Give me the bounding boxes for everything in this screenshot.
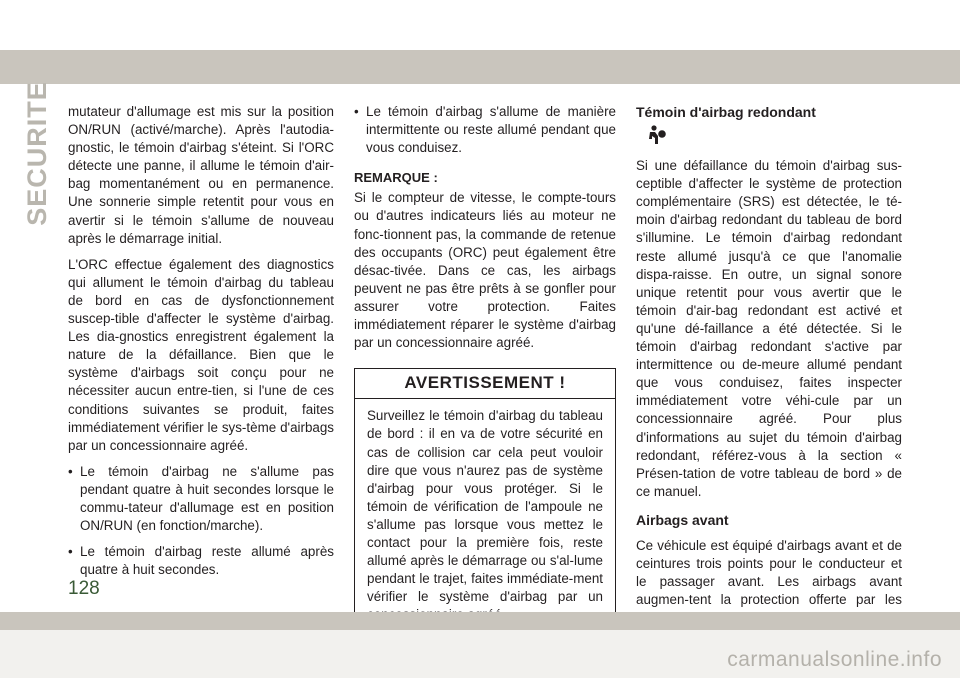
section-tab-label: SECURITE xyxy=(21,80,52,226)
note-title: REMARQUE : xyxy=(354,170,438,186)
airbag-warning-icon xyxy=(648,125,666,145)
list-item-text: Le témoin d'airbag reste allumé après quatre à huit secondes. xyxy=(80,544,334,578)
watermark: carmanualsonline.info xyxy=(727,648,942,671)
header-bar xyxy=(0,50,960,84)
list-item-text: Le témoin d'airbag ne s'allume pas pendant quatre à huit secondes lorsque le commu-tateur d'allumage est en position ON/RUN (en fonction/marche). xyxy=(80,463,334,534)
bullet-marker: • xyxy=(354,104,359,119)
list-item-text: Le témoin d'airbag s'allume de manière intermittente ou reste allumé pendant que vous conduisez. xyxy=(366,104,616,156)
list-item xyxy=(68,463,334,535)
footer-bar xyxy=(0,612,960,630)
top-margin xyxy=(0,0,960,50)
warning-box xyxy=(354,368,616,633)
column-2 xyxy=(354,103,616,633)
col1-paragraph-1: mutateur d'allumage est mis sur la position ON/RUN (activé/marche). Après l'autodia-gnostic, le témoin d'airbag s'éteint. Si l'ORC détecte une panne, il allume le témoin d'air-bag momentanément ou en permanence. Une sonnerie simple retentit pour vous en avertir si le témoin s'allume de nouveau après le démarrage initial. xyxy=(68,104,334,246)
list-item xyxy=(68,543,334,579)
column-1 xyxy=(68,103,334,587)
list-item xyxy=(354,103,616,157)
warning-text: Surveillez le témoin d'airbag du tableau de bord : il en va de votre sécurité en cas de collision car cela peut vouloir dire que vous n'aurez pas de système d'airbag pour vous protéger. Si le témoin de vérification de l'ampoule ne s'allume pas lorsque vous mettez le contact pour la première fois, reste allumé après le démarrage ou s'al-lume pendant le trajet, faites immédiate-ment vérifier le système d'airbag par un xyxy=(367,408,603,605)
warning-title: AVERTISSEMENT ! xyxy=(355,369,615,399)
section-heading-redundant-airbag: Témoin d'airbag redondant xyxy=(636,104,816,120)
bullet-marker: • xyxy=(68,463,73,479)
col3-paragraph-1: Si une défaillance du témoin d'airbag sus-ceptible d'affecter le système de protection complémentaire (SRS) est détectée, le té-moin d'airbag redondant du tableau de bord s'illumine. Le témoin d'airbag redondant reste allumé jusqu'à ce que l'anomalie dispa-raisse. En outre, un signal sonore unique retentit pour vous avertir que le témoin d'air-bag redondant est activé et qu'une dé-faillance a été détectée. Si le témoin d'airbag redondant s'active par intermittence ou de-meure allumé pendant que vous conduisez, faites inspecter immédiatement votre véhi-cule par un concessionnaire agréé. Pour plus d'informations au sujet du témoin d'airbag redondant, référez-vous à la section « Présen-tation de votre tableau de bord » de ce manuel. xyxy=(636,158,902,499)
section-heading-front-airbags: Airbags avant xyxy=(636,511,729,528)
page-number: 128 xyxy=(68,578,100,599)
section-tab xyxy=(21,80,52,226)
column-3 xyxy=(636,103,902,654)
bullet-marker: • xyxy=(68,544,73,560)
note-text: Si le compteur de vitesse, le compte-tours ou d'autres indicateurs liés au moteur ne fonc-tionnent pas, la commande de retenue des occupants (ORC) peut également être désac-tivée. Dans ce cas, les airbags peuvent ne pas être prêts à se gonfler pour assurer votre protection. Faites immédiatement réparer le système d'airbag par un concessionnaire agréé. xyxy=(354,190,616,351)
col3-paragraph-2: Ce véhicule est équipé d'airbags avant et de ceintures trois points pour le conducteur et le passager avant. Les airbags avant augmen-tent la protection offerte par les xyxy=(636,537,902,608)
col1-paragraph-2: L'ORC effectue également des diagnostics qui allument le témoin d'airbag du tableau de bord en cas de dysfonctionnement suscep-tible d'affecter le système d'airbag. Les dia-gnostics enregistrent également la nature de la défaillance. Bien que le système d'airbags soit conçu pour ne nécessiter aucun entre-tien, si l'une de ces conditions suivantes se produit, faites immédiatement vérifier le sys-tème d'airbags par un concessionnaire agréé. xyxy=(68,256,334,453)
